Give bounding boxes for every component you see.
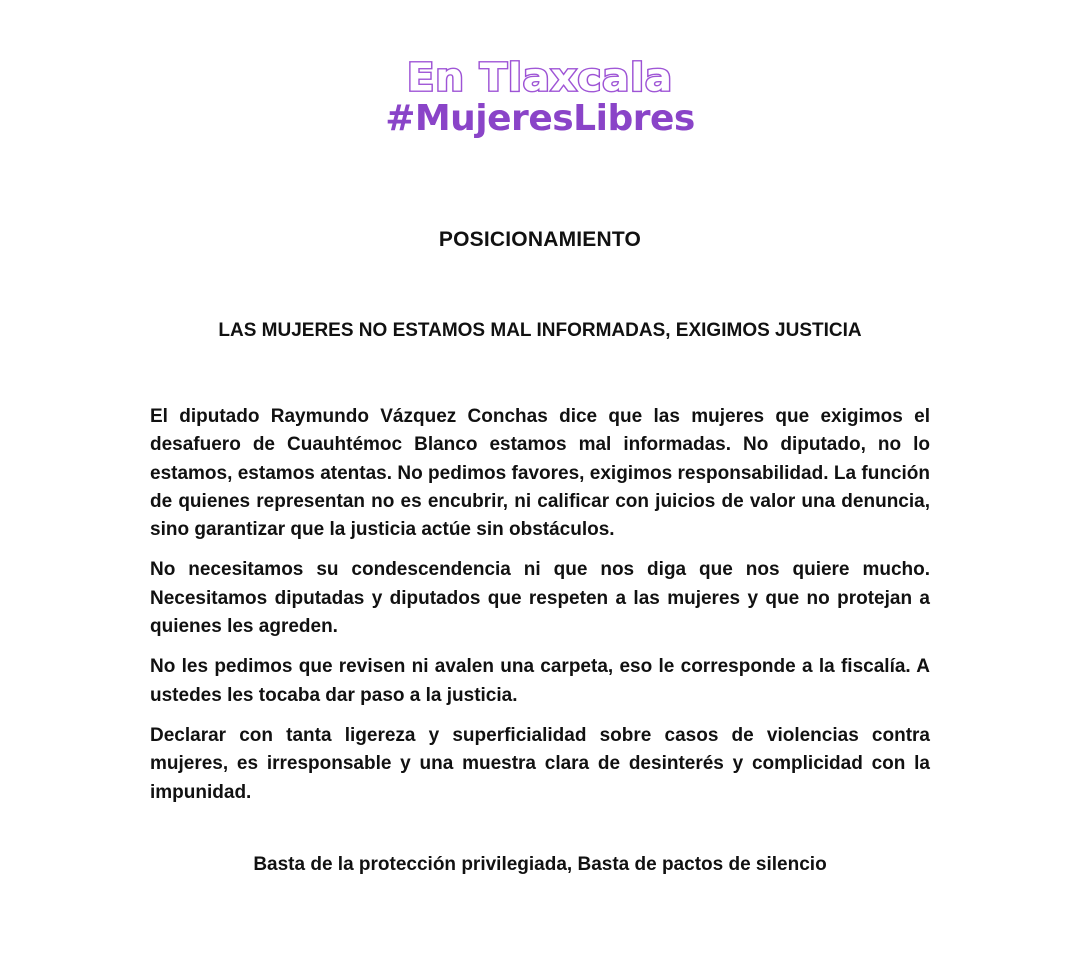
paragraph-3: No les pedimos que revisen ni avalen una carpeta, eso le corresponde a la fiscalía. A ustedes les tocaba dar paso a la justicia. <box>150 656 930 706</box>
closing-statement: Basta de la protección privilegiada, Basta de pactos de silencio <box>253 854 827 875</box>
logo-en-tlaxcala: En Tlaxcala <box>407 56 673 100</box>
document-body <box>150 403 930 819</box>
paragraph-2: No necesitamos su condescendencia ni que nos diga que nos quiere mucho. Necesitamos diputadas y diputados que respeten a las mujeres y que no protejan a quienes les agreden. <box>150 559 930 638</box>
document-subtitle: LAS MUJERES NO ESTAMOS MAL INFORMADAS, EXIGIMOS JUSTICIA <box>218 320 862 341</box>
document-title: POSICIONAMIENTO <box>438 228 642 251</box>
paragraph-4: Declarar con tanta ligereza y superficialidad sobre casos de violencias contra mujeres, es irresponsable y una muestra clara de desinterés y complicidad con la impunidad. <box>150 724 930 803</box>
paragraph-1: El diputado Raymundo Vázquez Conchas dice que las mujeres que exigimos el desafuero de Cuauhtémoc Blanco estamos mal informadas. No diputado, no lo estamos, estamos atentas. No pedimos favores, exigimos responsabilidad. La función de quienes representan no es encubrir, ni calificar con juicios de valor una denuncia, sino garantizar que la justicia actúe sin obstáculos. <box>150 406 930 541</box>
logo-hashtag-mujeres-libres: #MujeresLibres <box>385 98 695 139</box>
logo <box>0 58 1080 137</box>
